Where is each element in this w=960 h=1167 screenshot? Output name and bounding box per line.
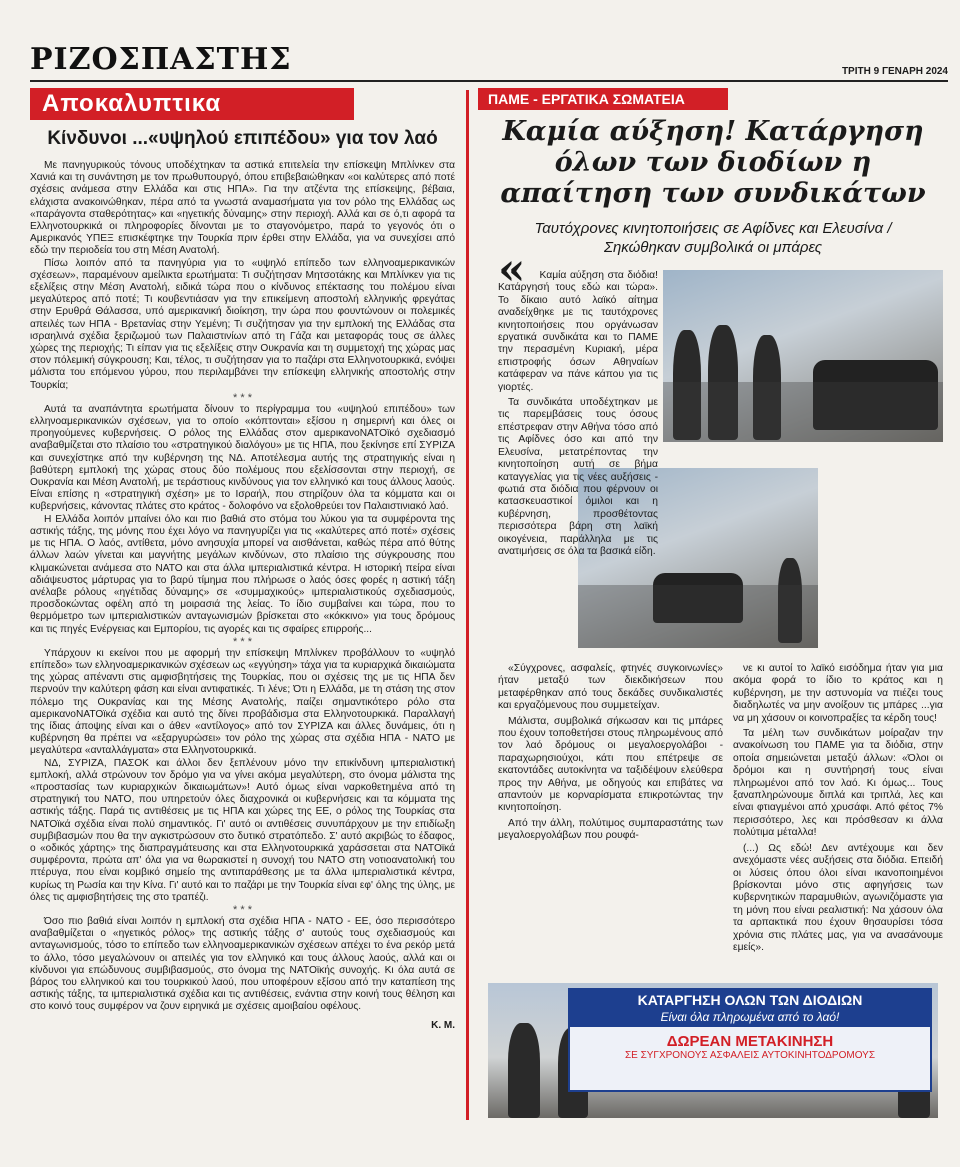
section-label: Αποκαλυπτικα (30, 88, 354, 120)
banner-line: ΚΑΤΑΡΓΗΣΗ ΟΛΩΝ ΤΩΝ ΔΙΟΔΙΩΝ (570, 990, 930, 1010)
signature: Κ. Μ. (431, 1019, 455, 1031)
paragraph: Από την άλλη, πολύτιμος συμπαραστάτης των μεγαλοεργολάβων που ρουφά- (498, 817, 723, 842)
paragraph: Υπάρχουν κι εκείνοι που με αφορμή την επίσκεψη Μπλίνκεν προβάλλουν το «υψηλό επίπεδο» των ελληνοαμερικανικών σχέσεων ως «εγγύηση» τάχα για τα κυριαρχικά δικαιώματα της χώρας απέναντι στις αμφισβητήσεις της Τουρκίας, που οι σχέσεις της με τις ΗΠΑ δεν περνούν την καλύτερη φάση και είναι αντιφατικές. Τι λένε; Ότι η Ελλάδα, με τη στάση της στον πόλεμο της Ουκρανίας και της Μέσης Ανατολής, παίζει σημαντικότερο ρόλο στα αμερικανοΝΑΤΟϊκά σχέδια και αυτό της δίνει προβάδισμα στα Ελληνοτουρκικά. Παραλλαγή της ίδιας άποψης είναι και ο άθεν «αντίλογος» από τον ΣΥΡΙΖΑ και άλλες δυνάμεις, ότι η κυβέρνηση θα πρέπει να «εξαργυρώσει» τον ρόλο της χώρας στα σχέδια ΗΠΑ - ΝΑΤΟ με μεγαλύτερα «ανταλλάγματα» στα Ελληνοτουρκικά. (30, 647, 455, 757)
column-divider (466, 90, 469, 1120)
separator: * * * (233, 391, 252, 404)
editorial-title: Κίνδυνοι ...«υψηλού επιπέδου» για τον λαό (47, 128, 438, 149)
paragraph: Όσο πιο βαθιά είναι λοιπόν η εμπλοκή στα σχέδια ΗΠΑ - ΝΑΤΟ - ΕΕ, όσο περισσότερο αναβαθμίζεται ο «ηγετικός ρόλος» της αστικής τάξης σ' αυτούς τους σχεδιασμούς και ανταγωνισμούς, τόσο το επίπεδο των ελληνοαμερικανικών σχέσεων απέχει το ένα ρεκόρ μετά το άλλο, τόσο μεγαλώνουν οι απειλές για τον ελληνικό και τους άλλους λαούς, αλλά και οι κίνδυνοι για επώδυνους συμβιβασμούς, στο όνομα της ΝΑΤΟϊκής συνοχής. Κι όλα αυτά σε βάρος του ελληνικού και του τουρκικού λαού, που υποφέρουν εξίσου από την καταπίεση της αστικής τάξης, τα ιμπεριαλιστικά σχέδια και τις αντιθέσεις, ενάντια στην κοινή τους θέληση και στο κοινό τους συμφέρον να ζουν ειρηνικά με σχέσεις αμοιβαίου οφέλους. (30, 915, 455, 1013)
person-figure (778, 558, 802, 643)
paragraph: (...) Ως εδώ! Δεν αντέχουμε και δεν ανεχόμαστε νέες αυξήσεις στα διόδια. Επειδή οι λύσεις όπου όλοι είναι ικανοποιημένοι βρίσκονται μόνο στις αφηγήσεις των κυβερνητικών παραμυθιών, αγωνιζόμαστε για τη μόνη που είναι ρεαλιστική: Να χάσουν όλα τα αρπακτικά που έχουν θησαυρίσει τόσα χρόνια στις πλάτες μας, για να ανασάνουμε εμείς». (733, 842, 943, 953)
person-figure (753, 335, 781, 440)
protest-banner (568, 988, 932, 1092)
quote-mark: « (498, 244, 526, 295)
paragraph: Τα μέλη των συνδικάτων μοίραζαν την ανακοίνωση του ΠΑΜΕ για τα διόδια, στην οποία σημειώνεται μεταξύ άλλων: «Όλοι οι δρόμοι και η συντήρησή τους είναι πληρωμένοι από τον λαό. Κι όμως... Τους ξαναπληρώνουμε διπλά και τριπλά, λες και είναι φτιαγμένοι από χρυσάφι. Από φέτος 7% περισσότερο, λες και πρόσθεσαν κι άλλα πολύτιμα μέταλλα! (733, 728, 943, 839)
paragraph: Με πανηγυρικούς τόνους υποδέχτηκαν τα αστικά επιτελεία την επίσκεψη Μπλίνκεν στα Χανιά και τη συνάντηση με τον πρωθυπουργό, όπου επιβεβαιώθηκαν «οι καλύτερες από ποτέ σχέσεις ανάμεσα στην Ελλάδα και στις ΗΠΑ». Για την ατζέντα της επίσκεψης, βέβαια, ελάχιστα ανακοινώθηκαν, πέρα από τα γνωστά αναμασήματα για τον ρόλο της Ελλάδας ως «παράγοντα σταθερότητας» και «ηγετικής δύναμης» στην περιοχή. Αλλά και σε ό,τι αφορά τα Ελληνοτουρκικά οι πληροφορίες δίνονται με το σταγονόμετρο, παρά το γεγονός ότι ο Αμερικανός ΥΠΕΞ επισκέφτηκε την Τουρκία πριν έρθει στην Ελλάδα, για να συνεχίσει από εδώ την περιοδεία του στη Μέση Ανατολή. (30, 160, 455, 257)
paragraph: Αυτά τα αναπάντητα ερωτήματα δίνουν το περίγραμμα του «υψηλού επιπέδου» των ελληνοαμερικανικών σχέσεων, για το οποίο «κόπτονται» εξίσου η σημερινή και όλες οι προηγούμενες κυβερνήσεις. Ο ρόλος της Ελλάδας στον αμερικανοΝΑΤΟϊκό σχεδιασμό αναβαθμίζεται στο πλαίσιο του «στρατηγικού διαλόγου» με τις ΗΠΑ, που ξεκίνησε επί ΣΥΡΙΖΑ και συνεχίστηκε από την κυβέρνηση της ΝΔ. Αποτέλεσμα αυτής της στρατηγικής είναι η βαθύτερη εμπλοκή της χώρας στους δύο πολέμους που εξελίσσονται στην περιοχή, σε Ουκρανία και Μέση Ανατολή, με τεράστιους κινδύνους για τον ελληνικό και τους άλλους λαούς. Είναι επίσης η «στρατηγική σχέση» με το Ισραήλ, που στηρίζουν όλα τα κόμματα και οι κυβερνήσεις, κάνοντας πλάτες στο κράτος - δολοφόνο να εξολοθρεύει τον Παλαιστινιακό λαό. (30, 403, 455, 513)
paragraph: Τα συνδικάτα υποδέχτηκαν με τις παρεμβάσεις τους όσους επέστρεφαν στην Αθήνα τόσο από τις Αφίδνες όσο και από την Ελευσίνα, μετατρέποντας την κινητοποίηση αυτή σε βήμα καταγγελίας για τις νέες αυξήσεις - φωτιά στα διόδια που φέρνουν οι κατασκευαστικοί όμιλοι και η κυβέρνηση, προσθέτοντας περισσότερα βάρη στη λαϊκή οικογένεια, παράλληλα με τις ανατιμήσεις σε όλα τα βασικά είδη. (498, 397, 658, 557)
editorial-column (30, 88, 455, 1120)
article-headline: Καμία αύξηση! Κατάργηση όλων των διοδίων η απαίτηση των συνδικάτων (500, 116, 926, 209)
paragraph: νε κι αυτοί το λαϊκό εισόδημα ήταν για μια ακόμα φορά το ίδιο το κράτος και η κυβέρνηση, με την αστυνομία να πιέζει τους διαδηλωτές να μην ανοίξουν τις μπάρες ...για να μη χάσουν οι κοινοπραξίες τα κέρδη τους! (733, 663, 943, 724)
banner-line: ΔΩΡΕΑΝ ΜΕΤΑΚΙΝΗΣΗ (666, 1033, 834, 1050)
paragraph: Η Ελλάδα λοιπόν μπαίνει όλο και πιο βαθιά στο στόμα του λύκου για τα συμφέροντα της αστικής τάξης, της μόνης που έχει λόγο να πανηγυρίζει για τις «καλύτερες από ποτέ» σχέσεις με τις ΗΠΑ. Ο λαός, αντίθετα, μόνο ανησυχία μπορεί να αισθάνεται, καθώς πέρα από θύτης άλλων λαών γίνεται και μαγνήτης μεγάλων κινδύνων, στο πλαίσιο της σύγκρουσης που κλιμακώνεται ανάμεσα στο ΝΑΤΟ και στα άλλα ιμπεριαλιστικά κέντρα. Η ιστορική πείρα είναι αδιάψευστος μάρτυρας για το βαρύ τίμημα που πλήρωσε ο λαός όσες φορές η αστική τάξη ανέλαβε ρόλους «ηγέτιδας δύναμης» σε «συμμαχικούς» ιμπεριαλιστικούς σχεδιασμούς, προσδοκώντας οφέλη από τη μοιρασιά της λείας. Το ίδιο συμβαίνει και τώρα, που το θερμόμετρο των ιμπεριαλιστικών ανταγωνισμών βρίσκεται στο «κόκκινο» για τους δρόμους και τις πηγές Ενέργειας και Εμπορίου, τις αγορές και τις σφαίρες επιρροής... (30, 513, 455, 635)
news-column (478, 88, 948, 1120)
paragraph: Καμία αύξηση στα διόδια! Κατάργησή τους εδώ και τώρα». Το δίκαιο αυτό λαϊκό αίτημα αναδείχθηκε με τις ταυτόχρονες κινητοποιήσεις που οργάνωσαν εργατικά συνδικάτα και το ΠΑΜΕ την περασμένη Κυριακή, μέρα επιστροφής όσων Αθηναίων κατάφεραν να πάνε κάπου για τις γιορτές. (498, 270, 658, 393)
photo-toll-booth-1 (663, 270, 943, 442)
car (813, 360, 938, 430)
header-rule (30, 80, 948, 82)
separator: * * * (233, 635, 252, 648)
article-column-2 (733, 663, 943, 957)
car (653, 573, 743, 623)
person-figure (508, 1023, 540, 1118)
article-subtitle: Ταυτόχρονες κινητοποιήσεις σε Αφίδνες και Ελευσίνα / Σηκώθηκαν συμβολικά οι μπάρες (534, 220, 892, 256)
masthead: ΡΙΖΟΣΠΑΣΤΗΣ (30, 42, 292, 77)
separator: * * * (233, 903, 252, 916)
person-figure (673, 330, 701, 440)
banner-line: Είναι όλα πληρωμένα από το λαό! (570, 1010, 930, 1027)
paragraph: «Σύγχρονες, ασφαλείς, φτηνές συγκοινωνίες» ήταν μεταξύ των διεκδικήσεων που μεταφέρθηκαν από τους δεκάδες συνδικαλιστές και εργαζόμενους που συμμετείχαν. (498, 663, 723, 712)
banner-line: ΣΕ ΣΥΓΧΡΟΝΟΥΣ ΑΣΦΑΛΕΙΣ ΑΥΤΟΚΙΝΗΤΟΔΡΟΜΟΥΣ (624, 1050, 876, 1061)
paragraph: Μάλιστα, συμβολικά σήκωσαν και τις μπάρες που έχουν τοποθετήσει στους πληρωμένους από τον λαό δρόμους οι μεγαλοεργολάβοι - παραχωρησιούχοι, κάτι που επέτρεψε σε εκατοντάδες αυτοκίνητα να ταξιδέψουν ελεύθερα προς την Αθήνα, με οδηγούς και επιβάτες να απαντούν με κορναρίσματα επικροτώντας την κινητοποίηση. (498, 715, 723, 814)
article-column-1b (498, 663, 723, 846)
section-label: ΠΑΜΕ - ΕΡΓΑΤΙΚΑ ΣΩΜΑΤΕΙΑ (478, 88, 728, 110)
person-figure (708, 325, 738, 440)
issue-date: ΤΡΙΤΗ 9 ΓΕΝΑΡΗ 2024 (841, 66, 948, 77)
paragraph: Πίσω λοιπόν από τα πανηγύρια για το «υψηλό επίπεδο των ελληνοαμερικανικών σχέσεων», παραμένουν αμείλικτα ερωτήματα: Τι συζήτησαν Μητσοτάκης και Μπλίνκεν για τις εξελίξεις στην Μέση Ανατολή, ειδικά τώρα που ο κίνδυνος επέκτασης του πολέμου είναι μεγαλύτερος από ποτέ; Τι κουβεντιάσαν για την επικείμενη αποστολή ελληνικής φρεγάτας στην Ερυθρά Θάλασσα, υπό αμερικανική διοίκηση, την ώρα που φουντώνουν οι πολεμικές απειλές των ΗΠΑ - Βρετανίας στην Υεμένη; Τι συζήτησαν για την εμπλοκή της Ελλάδας στα ισραηλινά σχέδια ξεριζωμού των Παλαιστινίων από τη Γάζα και μεταφοράς τους σε άλλες χώρες της περιοχής; Τι είπαν για τις εξελίξεις στην Ουκρανία και τη συμμετοχή της χώρας μας στον πόλεμική σύγκρουση; Και, τέλος, τι συζήτησαν για το παζάρι στα Ελληνοτουρκικά, ενόψει μάλιστα του επόμενου γύρου, που περιλαμβάνει την επίσκεψη ελληνικής αποστολής στην Τουρκία; (30, 257, 455, 391)
article-column-1 (498, 244, 658, 561)
paragraph: ΝΔ, ΣΥΡΙΖΑ, ΠΑΣΟΚ και άλλοι δεν ξεπλένουν μόνο την επικίνδυνη ιμπεριαλιστική εμπλοκή, αλλά στρώνουν τον δρόμο για να γίνει ακόμα μεγαλύτερη, στο όνομα μάλιστα της «προστασίας των κυριαρχικών δικαιωμάτων»! Αυτό όμως είναι ναρκοθετημένα από τη στρατηγική του ΝΑΤΟ, που υπηρετούν όλες διαχρονικά οι κυβερνήσεις και τα κόμματα της αστικής τάξης. Παρά τις αντιθέσεις με τις ΗΠΑ και χώρες της ΕΕ, ο ρόλος της Τουρκίας στα ΝΑΤΟϊκά σχέδια είναι πολύ σημαντικός. Γι' αυτό οι αντιθέσεις συνυπάρχουν με την επιδίωξη συμβιβασμών που θα την αγκιστρώσουν στο δυτικό στρατόπεδο. Σ' αυτό ακριβώς το έδαφος, ο «οδικός χάρτης» της διαπραγμάτευσης και στα Ελληνοτουρκικά χαράσσεται στα ΝΑΤΟϊκά συμφέροντα, πρώτα απ' όλα για να θωρακιστεί η συνοχή του ΝΑΤΟ στη νοτιοανατολική του πτέρυγα, που είναι κομβικό σημείο της αντιπαράθεσης με τα άλλα ιμπεριαλιστικά κέντρα, κυρίως τη Ρωσία και την Κίνα. Γι' αυτό και το παζάρι με την Τουρκία είναι εφ' όλης της ύλης, με όλες τις αμφισβητήσεις της στο τραπέζι. (30, 757, 455, 903)
